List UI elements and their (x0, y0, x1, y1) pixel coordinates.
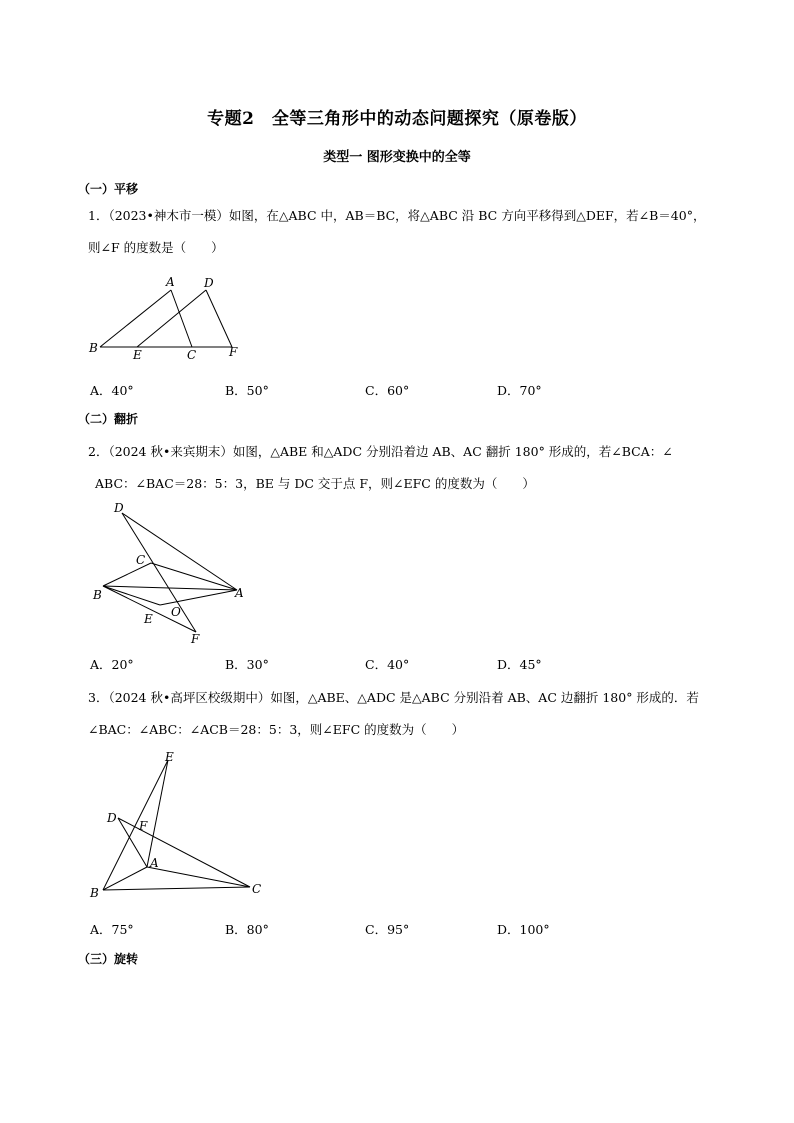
question-3-figure (85, 745, 275, 905)
q2-segment-CA (151, 563, 237, 590)
question-2-line-1: 2．（2024 秋•来宾期末）如图，△ABE 和△ADC 分别沿着边 AB、AC 翻折 180° 形成的，若∠BCA：∠ (88, 444, 673, 459)
q2-segment-BE (103, 586, 160, 605)
q2-label-C: C (136, 553, 146, 567)
section-heading-rotation: （三）旋转 (78, 952, 139, 966)
q3-segment-DC (118, 818, 250, 887)
q2-segment-DA (122, 513, 237, 590)
q2-label-E: E (144, 612, 153, 626)
q1-segment-BA (100, 290, 171, 347)
question-2-line-2: ABC：∠BAC＝28：5：3，BE 与 DC 交于点 F，则∠EFC 的度数为（ ） (95, 476, 535, 491)
q3-segment-BC (103, 887, 250, 890)
q3-label-C: C (252, 882, 262, 896)
question-3-line-1: 3．（2024 秋•高坪区校级期中）如图，△ABE、△ADC 是△ABC 分别沿着 AB、AC 边翻折 180° 形成的．若 (88, 690, 699, 705)
q1-option-d[interactable]: D．70° (497, 383, 542, 398)
q2-option-b[interactable]: B．30° (225, 657, 269, 672)
q3-label-E: E (165, 750, 174, 764)
q3-segment-BE (103, 760, 168, 890)
q3-segment-BA (103, 867, 147, 890)
q3-option-a[interactable]: A．75° (90, 922, 134, 937)
q3-label-A: A (150, 856, 159, 870)
q1-option-a[interactable]: A．40° (90, 383, 134, 398)
q3-segment-EA (147, 760, 168, 867)
section-heading-translation: （一）平移 (78, 182, 139, 196)
question-1-line-2: 则∠F 的度数是（ ） (88, 240, 224, 255)
q3-option-c[interactable]: C．95° (365, 922, 410, 937)
q2-label-O: O (171, 605, 181, 619)
q2-option-c[interactable]: C．40° (365, 657, 410, 672)
q1-option-b[interactable]: B．50° (225, 383, 269, 398)
q3-option-b[interactable]: B．80° (225, 922, 269, 937)
q1-segment-DF (206, 290, 232, 347)
q1-label-C: C (187, 348, 197, 362)
q1-label-D: D (204, 276, 214, 290)
q2-label-F: F (191, 632, 200, 646)
q1-segment-ED (137, 290, 206, 347)
q3-option-d[interactable]: D．100° (497, 922, 550, 937)
q2-label-B: B (93, 588, 102, 602)
q3-segment-AC (147, 867, 250, 887)
section-heading-folding: （二）翻折 (78, 412, 139, 426)
page-title: 专题2 全等三角形中的动态问题探究（原卷版） (207, 109, 587, 129)
q1-label-E: E (133, 348, 142, 362)
q3-label-F: F (139, 819, 148, 833)
q1-segment-AC (171, 290, 192, 347)
q2-label-A: A (235, 586, 244, 600)
q3-label-B: B (90, 886, 99, 900)
page-subtitle: 类型一 图形变换中的全等 (323, 150, 471, 165)
q1-label-A: A (166, 275, 175, 289)
question-3-line-2: ∠BAC：∠ABC：∠ACB＝28：5：3，则∠EFC 的度数为（ ） (88, 722, 465, 737)
q2-label-D: D (114, 501, 124, 515)
q1-label-B: B (89, 341, 98, 355)
q2-option-d[interactable]: D．45° (497, 657, 542, 672)
q1-option-c[interactable]: C．60° (365, 383, 410, 398)
question-1-figure (80, 270, 260, 365)
q2-option-a[interactable]: A．20° (90, 657, 134, 672)
q3-label-D: D (107, 811, 117, 825)
q1-label-F: F (229, 345, 238, 359)
question-1-line-1: 1．（2023•神木市一模）如图，在△ABC 中，AB＝BC，将△ABC 沿 BC 方向平移得到△DEF，若∠B＝40°， (88, 208, 706, 223)
question-2-figure (85, 498, 255, 650)
